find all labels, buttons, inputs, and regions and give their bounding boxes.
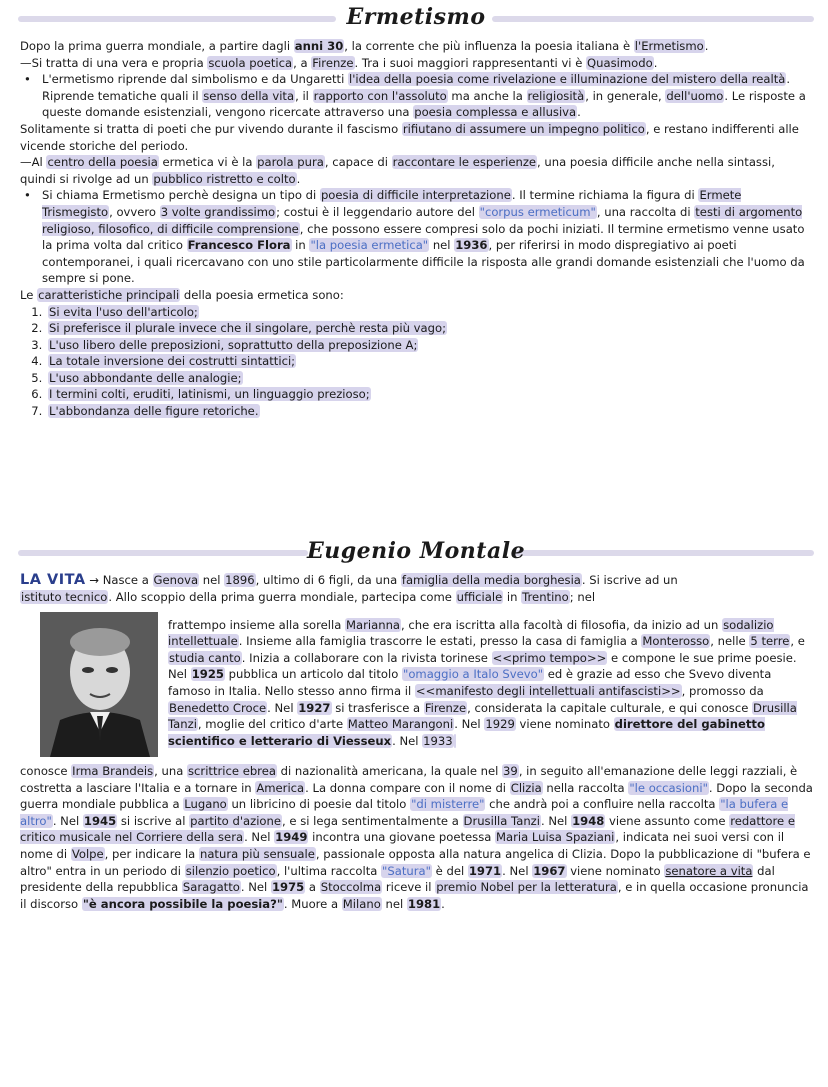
vita-line-1: LA VITA → Nasce a Genova nel 1896, ultimo di 6 figli, da una famiglia della media borghesia. Si iscrive ad un — [20, 572, 678, 588]
section-ermetismo-header — [18, 4, 814, 34]
vita-label: LA VITA — [20, 572, 86, 588]
vita-paragraph-1: frattempo insieme alla sorella Marianna, che era iscritta alla facoltà di filosofia, da inizio ad un sodalizio intellettuale. Insieme alla famiglia trascorre le estati, presso la casa di famiglia a Monterosso, nelle 5 terre, e studia canto. Inizia a collaborare con la rivista torinese <<primo tempo>> e compone le sue prime poesie. Nel 1925 pubblica un articolo dal titolo "omaggio a Italo Svevo" ed è grazie ad esso che Svevo diventa famoso in Italia. Nello stesso anno firma il <<manifesto degli intellettuali antifascisti>>, promosso da Benedetto Croce. Nel 1927 si trasferisce a Firenze, considerata la capitale culturale, e qui conosce Drusilla Tanzi, moglie del critico d'arte Matteo Marangoni. Nel 1929 viene nominato direttore del gabinetto scientifico e letterario di Viesseux. Nel 1933 — [168, 617, 805, 748]
section-montale-header — [18, 538, 814, 568]
paragraph-3: • L'ermetismo riprende dal simbolismo e da Ungaretti l'idea della poesia come rivelazione e illuminazione del mistero della realtà. Riprende tematiche quali il senso della vita, il rapporto con l'assoluto ma anche la religiosità, in generale, dell'uomo. Le risposte a queste domande esistenziali, vengono ricercate attraverso una poesia complessa e allusiva. — [20, 71, 814, 121]
list-item: 4. La totale inversione dei costrutti sintattici; — [46, 353, 814, 370]
paragraph-6: • Si chiama Ermetismo perchè designa un tipo di poesia di difficile interpretazione. Il termine richiama la figura di Ermete Trismegisto, ovvero 3 volte grandissimo; costui è il leggendario autore del "corpus ermeticum", una raccolta di testi di argomento religioso, filosofico, di difficile comprensione, che possono essere compresi solo da pochi iniziati. Il termine ermetismo venne usato la prima volta dal critico Francesco Flora in "la poesia ermetica" nel 1936, per riferirsi in modo dispregiativo ai poeti contemporanei, i quali ricercavano con uno stile particolarmente difficile la risposta alle grandi domande esistenziali che l'uomo da sempre si pone. — [20, 187, 814, 287]
ermetismo-body — [20, 38, 814, 420]
list-item: 2. Si preferisce il plurale invece che il singolare, perchè resta più vago; — [46, 320, 814, 337]
arrow-icon: → — [89, 573, 100, 587]
list-item: 7. L'abbondanza delle figure retoriche. — [46, 403, 814, 420]
list-item: 6. I termini colti, eruditi, latinismi, un linguaggio prezioso; — [46, 386, 814, 403]
list-item: 1. Si evita l'uso dell'articolo; — [46, 304, 814, 321]
paragraph-1: Dopo la prima guerra mondiale, a partire dagli anni 30, la corrente che più influenza la poesia italiana è l'Ermetismo. — [20, 39, 709, 53]
section-title-montale: Eugenio Montale — [306, 538, 526, 564]
vita-rest — [20, 763, 814, 912]
list-item: 5. L'uso abbondante delle analogie; — [46, 370, 814, 387]
characteristics-list — [20, 304, 814, 420]
list-item: 3. L'uso libero delle preposizioni, soprattutto della preposizione A; — [46, 337, 814, 354]
paragraph-2: —Si tratta di una vera e propria scuola poetica, a Firenze. Tra i suoi maggiori rappresentanti vi è Quasimodo. — [20, 55, 658, 70]
vita-line-2: istituto tecnico. Allo scoppio della prima guerra mondiale, partecipa come ufficiale in Trentino; nel — [21, 589, 596, 604]
portrait-image — [40, 612, 158, 757]
vita-wrapped-text — [168, 605, 814, 761]
portrait-photo — [40, 612, 158, 757]
vita-intro — [20, 572, 814, 605]
vita-paragraph-2: conosce Irma Brandeis, una scrittrice ebrea di nazionalità americana, la quale nel 39, in seguito all'emanazione delle leggi razziali, è costretta a lasciare l'Italia e a tornare in America. La donna compare con il nome di Clizia nella raccolta "le occasioni". Dopo la seconda guerra mondiale pubblica a Lugano un libricino di poesie dal titolo "di misterre" che andrà poi a confluire nella raccolta "la bufera e altro". Nel 1945 si iscrive al partito d'azione, e si lega sentimentalmente a Drusilla Tanzi. Nel 1948 viene assunto come redattore e critico musicale nel Corriere della sera. Nel 1949 incontra una giovane poetessa Maria Luisa Spaziani, indicata nei suoi versi con il nome di Volpe, per indicare la natura più sensuale, passionale opposta alla natura angelica di Clizia. Dopo la pubblicazione di "bufera e altro" entra in un periodo di silenzio poetico, l'ultima raccolta "Satura" è del 1971. Nel 1967 viene nominato senatore a vita dal presidente della repubblica Saragatto. Nel 1975 a Stoccolma riceve il premio Nobel per la letteratura, e in quella occasione pronuncia il discorso "è ancora possibile la poesia?". Muore a Milano nel 1981. — [20, 764, 813, 911]
paragraph-4: Solitamente si tratta di poeti che pur vivendo durante il fascismo rifiutano di assumere un impegno politico, e restano indifferenti alle vicende storiche del periodo. — [20, 121, 799, 153]
list-intro: Le caratteristiche principali della poesia ermetica sono: — [20, 287, 344, 302]
paragraph-5: —Al centro della poesia ermetica vi è la parola pura, capace di raccontare le esperienze, una poesia difficile anche nella sintassi, quindi si rivolge ad un pubblico ristretto e colto. — [20, 155, 775, 186]
section-title-ermetismo: Ermetismo — [346, 4, 486, 30]
